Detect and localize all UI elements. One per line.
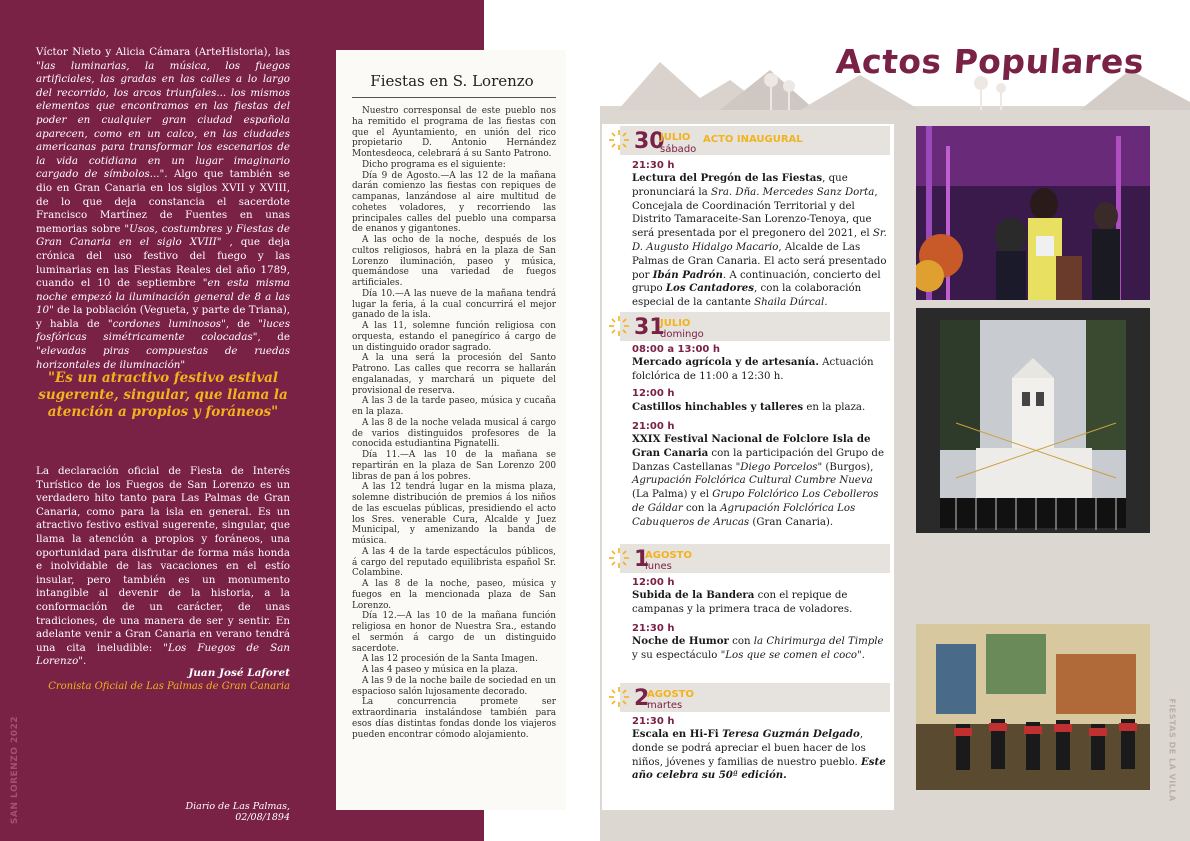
declaration-text: La declaración oficial de Fiesta de Interés Turístico de los Fuegos de San Lorenzo es un verdadero hito tanto para Las Palmas de Gran Canaria, como para la isla en general. Es un atractivo festivo estival sugerente, singular, que llama la atención a propios y foráneos, una oportunidad para disfrutar de forma más honda e inolvidable de las vacaciones en el estío insular, pero también es un monumento intangible al devenir de la historia, a la conformación de un carácter, de unas tradiciones, de una manera de ser y sentir. En adelante venir a Gran Canaria en verano tendrá una cita ineludible: [36,465,290,654]
clipping-para: A las 12 tendrá lugar en la misma plaza, solemne distribución de premios á los niños de las escuelas públicas, presidiendo el acto los Sres. venerable Cura, Alcalde y Juez Municipal, y amenizando la banda de música. [352,482,556,546]
event-title: Noche de Humor [632,635,729,647]
clipping-rule [352,97,556,98]
day-month: JULIO [660,318,691,329]
sun-icon [608,129,630,151]
event-group: "Diego Porcelos" [735,461,823,473]
event-text: (Burgos), [822,461,874,473]
left-side-text: SAN LORENZO 2022 [10,715,20,825]
clipping-para: A las 4 paseo y música en la plaza. [362,665,518,675]
event-title: Mercado agrícola y de artesanía. [632,356,819,368]
event-time: 21:30 h [632,623,675,634]
right-side-label [1165,700,1179,800]
clipping-para: Día 11.—A las 10 de la mañana se repartirán en la plaza de San Lorenzo 200 libras de pan á los pobres. [352,450,556,482]
intro-text-3: , que deja crónica del uso festivo del fuego y las luminarias en las Fiestas Reales del año 1789, cuando el 10 de septiembre [36,236,291,290]
event-title: Lectura del Pregón de las Fiestas [632,172,823,184]
day-number: 30 [634,129,665,154]
intro-text-6: , de [257,331,290,344]
intro-text-5: , de [225,317,259,330]
event-title: Castillos hinchables y talleres [632,401,804,413]
photo-church [916,308,1150,533]
event-note: Este año celebra su 50ª edición. [632,755,886,782]
event-description [632,433,888,530]
clipping-para: A las 3 de la tarde paseo, música y cucaña en la plaza. [352,396,556,417]
day-month: AGOSTO [645,550,692,561]
event-category-label: ACTO INAUGURAL [703,134,803,145]
intro-quote-2: "Usos, costumbres y Fiestas de Gran Canaria en el siglo XVIII" [36,222,290,249]
pull-quote: "Es un atractivo festivo estival sugerente, singular, que llama la atención a propios y foráneos" [38,370,288,420]
clipping-para: A las ocho de la noche, después de los cultos religiosos, habrá en la plaza de San Lorenzo iluminación, paseo y música, quemándose una variedad de fuegos artificiales. [352,235,556,288]
day-number: 2 [634,686,650,711]
clipping-para: Dicho programa es el siguiente: [362,159,506,170]
intro-quote-4: "cordones luminosos" [107,317,226,330]
sun-icon [608,547,630,569]
event-title: XXIX Festival Nacional de Folclore Isla de Gran Canaria [632,433,871,459]
clipping-para: Día 12.—A las 10 de la mañana función religiosa en honor de Nuestra Sra., estando el sermón á cargo de un distinguido sacerdote. [352,611,556,654]
day-weekday: sábado [660,144,697,155]
author-block [36,666,290,693]
intro-quote-3: "en esta misma noche empezó la iluminación general de 8 a las 10" [36,277,290,317]
day-month: JULIO [660,132,691,143]
event-person: Teresa Guzmán Delgado [722,728,860,740]
declaration-paragraph [36,465,290,669]
event-text: , Alcalde de Las Palmas de Gran Canaria. El acto será presentado por [632,241,887,281]
author-role: Cronista Oficial de Las Palmas de Gran Canaria [48,681,290,692]
clipping-title: Fiestas en S. Lorenzo [370,72,534,90]
event-text: , Concejala de Coordinación Territorial y del Distrito Tamaraceite-San Lorenzo-Tenoya, que será presentada por el pregonero del 2021, el [632,186,878,240]
clipping-para: Día 9 de Agosto.—A las 12 de la mañana darán comienzo las fiestas con repiques de campanas, lanzándose al aire multitud de cohetes voladores, y recorriendo las principales calles del pueblo una comparsa de enanos y gigantones. [352,170,556,235]
event-description [632,401,888,415]
event-text: y su espectáculo [632,649,721,661]
event-person: Shaila Dúrcal [754,297,825,309]
clipping-para: Nuestro corresponsal de este pueblo nos ha remitido el programa de las fiestas con que el Ayuntamiento, en unión del rico propietario D. Antonio Hernández Montesdeoca, celebrará á su Santo Patrono. [352,106,556,159]
intro-text-2: Algo que también se dio en Gran Canaria en los siglos XVII y XVIII, de lo que deja constancia el sacerdote Francisco Martínez de Fuentes en unas memorias sobre [36,168,290,235]
clipping-para: A las 4 de la tarde espectáculos públicos, á cargo del reputado equilibrista español Sr. Colambine. [352,546,556,579]
event-text: . A continuación, concierto del grupo [632,269,881,295]
clipping-para: La concurrencia promete ser extraordinaria instalándose también para esos días distintas fondas donde los viajeros pueden encontrar cómodo alojamiento. [352,697,556,740]
photo-stage [916,624,1150,790]
event-person: Sra. Dña. Mercedes Sanz Dorta [711,186,875,198]
event-text: , donde se podrá apreciar el buen hacer de los niños, jóvenes y familias de nuestro pueblo. [632,729,866,768]
clipping-para: A las 8 de la noche, paseo, música y fuegos en la mencionada plaza de San Lorenzo. [352,579,556,611]
event-group: la Chirimurga del Timple [753,636,884,647]
event-text: . [824,297,828,309]
intro-text-4: de la población (Vegueta, y parte de Triana), y habla de [36,304,290,330]
event-group: Los Cantadores [665,282,755,295]
event-text: (Gran Canaria). [749,516,834,528]
photo-pregon [916,126,1150,300]
event-person: Ibán Padrón [652,268,723,281]
day-weekday: martes [647,700,683,711]
clipping-caption: Diario de Las Palmas, 02/08/1894 [185,801,290,823]
right-side-text: FIESTAS DE LA VILLA [1167,698,1177,802]
intro-text-1: Víctor Nieto y Alicia Cámara (ArteHistoria), las [36,46,290,58]
clipping-para: Día 10.—A las nueve de la mañana tendrá lugar la feria, á la cual concurrirá el mejor ganado de la isla. [352,288,556,321]
intro-quote-1: "las luminarias, la música, los fuegos artificiales, las gradas en las calles a lo largo del recorrido, los arcos triunfales... los mismos elementos que encontramos en las fiestas del poder en cualquier gran ciudad española aparecen, como en un calco, en las ciudades americanas para transformar los escenarios de la vida cotidiana en un lugar imaginario cargado de símbolos...". [36,59,290,181]
sun-icon [608,686,630,708]
event-text: . [861,649,865,661]
event-group: Agrupación Folclórica Cultural Cumbre Nueva [632,475,873,487]
day-weekday: domingo [660,329,704,340]
event-time: 12:00 h [632,388,675,399]
event-time: 21:30 h [632,160,675,171]
event-text: con la participación del Grupo de Danzas Castellanas [632,447,884,473]
event-text: en la plaza. [803,402,866,413]
intro-quote-6: "elevadas piras compuestas de ruedas horizontales de iluminación" [36,345,290,371]
event-title: Subida de la Bandera [632,589,755,601]
event-text: con el repique de campanas y la primera traca de voladores. [632,590,853,615]
event-time: 21:00 h [632,421,675,432]
sun-icon [608,315,630,337]
event-text: con la [682,502,721,514]
clipping-para: A las 11, solemne función religiosa con orquesta, estando el panegírico á cargo de un distinguido orador sagrado. [352,321,556,353]
event-text: , con la colaboración especial de la cantante [632,283,862,309]
event-description [632,172,888,310]
event-person: Sr. D. Augusto Hidalgo Macario [632,228,887,253]
event-show: "Los que se comen el coco" [720,649,862,661]
event-group: Agrupación Folclórica Los Cabuqueros de Arucas [632,502,856,528]
event-description [632,728,888,783]
clipping-para: A las 12 procesión de la Santa Imagen. [362,654,538,665]
event-text: , que pronunciará la [632,173,848,198]
event-description [632,356,888,384]
event-group: Grupo Folclórico Los Cebolleros de Gáldar [632,489,879,514]
page-title: Actos Populares [834,42,1146,81]
clipping-para: A las 9 de la noche baile de sociedad en un espacioso salón lujosamente decorado. [352,675,556,697]
day-month: AGOSTO [647,689,694,700]
left-side-label [8,715,22,825]
event-time: 08:00 a 13:00 h [632,344,720,355]
event-text: con [728,636,754,647]
event-title: Escala en Hi-Fi [632,728,723,740]
event-time: 12:00 h [632,577,675,588]
event-description [632,589,888,617]
intro-paragraph [36,46,290,372]
author-name: Juan José Laforet [188,667,290,679]
clipping-body [352,106,556,740]
clipping-para: A las 8 de la noche velada musical á cargo de varios distinguidos profesores de la conocida estudiantina Pignatelli. [352,417,556,450]
declaration-closing: "Los Fuegos de San Lorenzo". [36,641,290,668]
event-time: 21:30 h [632,716,675,727]
day-number: 1 [634,547,650,572]
intro-quote-5: "luces fosfóricas simétricamente colocadas" [36,317,290,344]
day-number: 31 [634,315,665,340]
day-weekday: lunes [645,561,672,572]
event-description [632,635,888,663]
event-text: Actuación folclórica de 11:00 a 12:30 h. [632,357,874,382]
clipping-para: A la una será la procesión del Santo Patrono. Las calles que recorra se hallarán engalanadas, y marchará un piquete del provisional de reserva. [352,353,556,396]
event-text: (La Palma) y el [632,489,713,501]
